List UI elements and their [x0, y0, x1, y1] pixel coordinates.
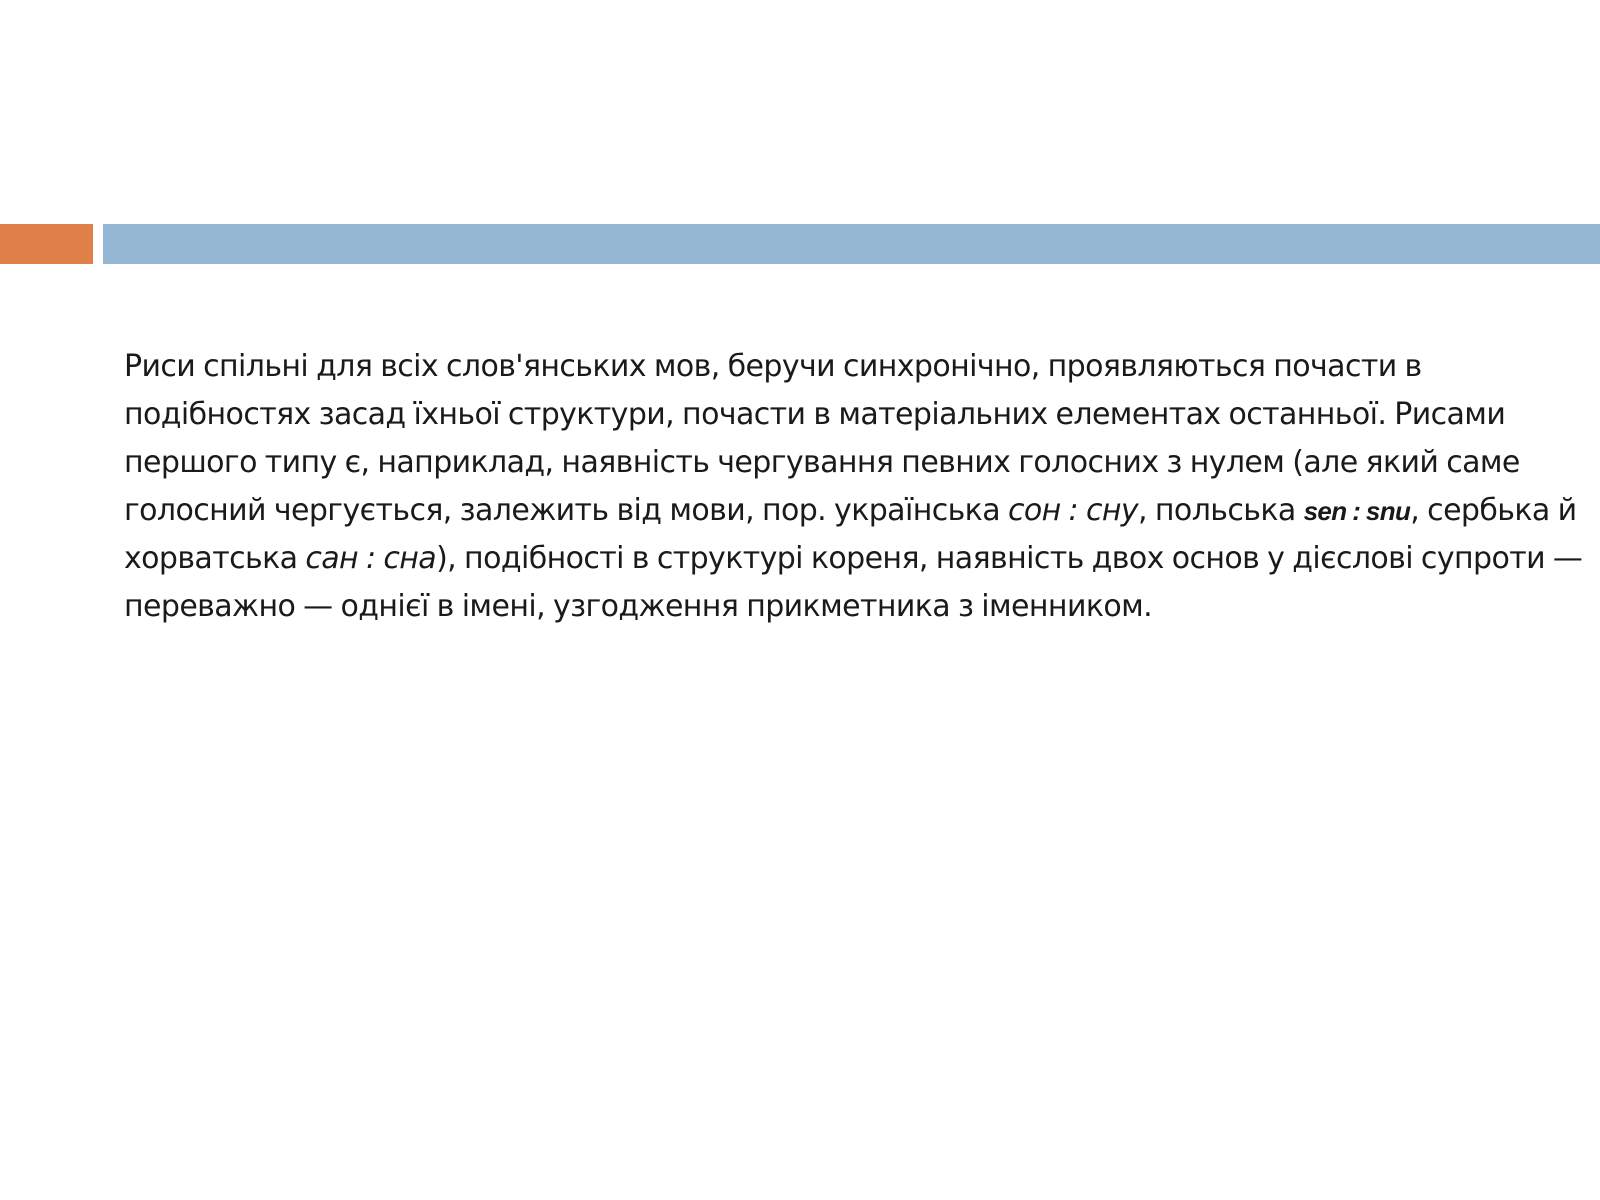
accent-block	[0, 224, 93, 264]
paragraph-text-4: ), подібності в структурі кореня, наявність двох основ у дієслові супроти — переважно — однієї в імені, узгодження прикметника з іменником.	[124, 541, 1583, 624]
paragraph-text-1: Риси спільні для всіх слов'янських мов, беручи синхронічно, проявляються почасти в подібностях засад їхньої структури, почасти в матеріальних елементах останньої. Рисами першого типу є, наприклад, наявність чергування певних голосних з нулем (але який саме голосний чергується, залежить від мови, пор. українська	[124, 349, 1520, 528]
paragraph-text-3: , сербька й хорватська	[124, 493, 1577, 576]
ukrainian-example: сон : сну	[1007, 493, 1139, 528]
header-bar	[103, 224, 1600, 264]
paragraph-text-2: , польська	[1138, 493, 1304, 528]
polish-example: sen : snu	[1303, 496, 1411, 526]
body-paragraph	[124, 343, 1584, 631]
serbo-croatian-example: сан : сна	[305, 541, 437, 576]
